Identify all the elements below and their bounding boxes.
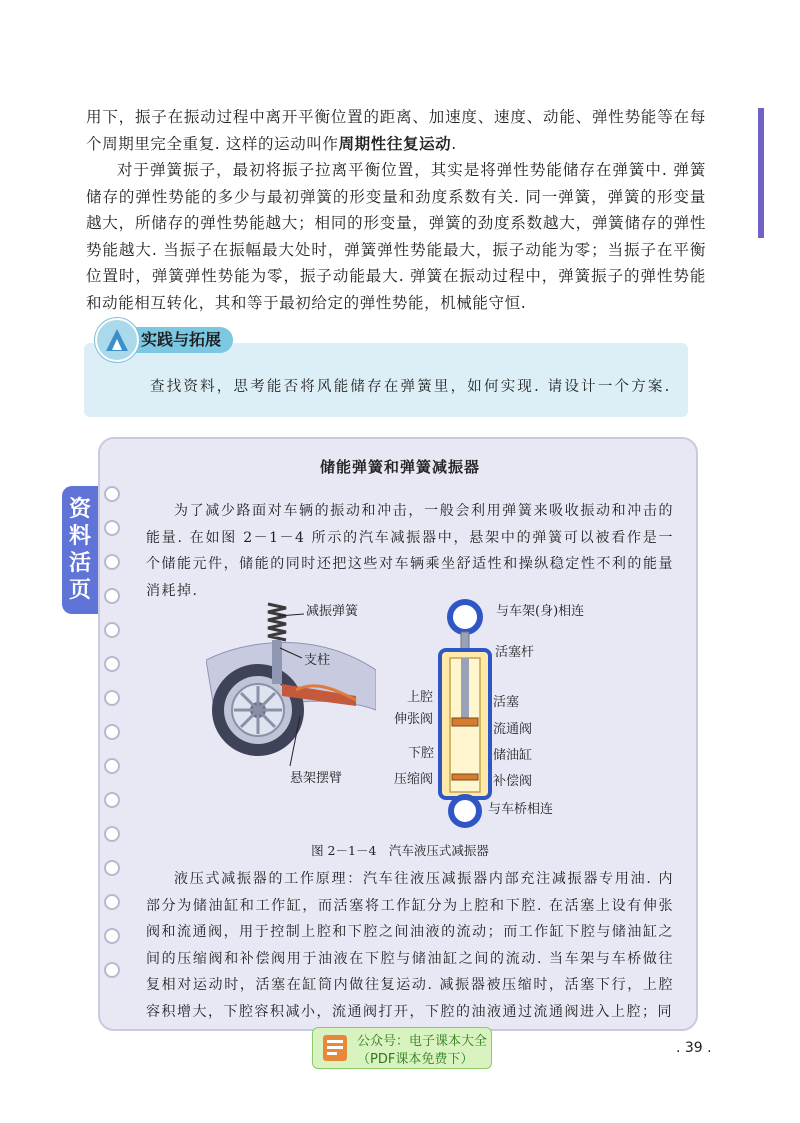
book-icon bbox=[321, 1033, 349, 1063]
binder-ring bbox=[104, 826, 120, 842]
page-number: . 39 . bbox=[676, 1040, 712, 1056]
binder-ring bbox=[104, 928, 120, 944]
material-title: 储能弹簧和弹簧减振器 bbox=[319, 458, 480, 476]
practice-logo-icon bbox=[95, 318, 139, 362]
binder-ring bbox=[104, 656, 120, 672]
edge-accent-bar bbox=[758, 108, 764, 238]
material-paragraph-1: 为了减少路面对车辆的振动和冲击，一般会利用弹簧来吸收振动和冲击的能量. 在如图 2－1－4 所示的汽车减振器中，悬架中的弹簧可以被看作是一个储能元件，储能的同时还把这些对车辆乘坐舒适性和操纵稳定性不利的能量消耗掉. bbox=[146, 503, 674, 599]
label-piston: 活塞 bbox=[493, 695, 520, 710]
figure-caption: 图 2－1－4 汽车液压式减振器 bbox=[311, 843, 489, 858]
binder-ring bbox=[104, 554, 120, 570]
binder-ring bbox=[104, 962, 120, 978]
binder-ring bbox=[104, 690, 120, 706]
side-tab-label: 资料活页 bbox=[68, 497, 91, 603]
watermark-line-2: （PDF课本免费下） bbox=[357, 1052, 474, 1067]
binder-ring bbox=[104, 520, 120, 536]
label-compress-valve: 压缩阀 bbox=[394, 772, 434, 787]
material-paragraph-2: 液压式减振器的工作原理：汽车往液压减振器内部充注减振器专用油. 内部分为储油缸和工作缸，而活塞将工作缸分为上腔和下腔. 在活塞上设有伸张阀和流通阀，用于控制上腔和下腔之间油液的流动；而工作缸下腔与储油缸之间的压缩阀和补偿阀用于油液在下腔与储油缸之间的流动. 当车架与车桥做往复相对运动时，活塞在缸筒内做往复运动. 减振器被压缩时，活塞下行，上腔容积增大，下腔容积减小，流通阀打开，下腔的油液通过流通阀进入上腔；同 bbox=[146, 871, 674, 1020]
watermark-line-1: 公众号：电子课本大全 bbox=[357, 1034, 488, 1049]
bold-term: 周期性往复运动 bbox=[338, 134, 452, 153]
label-strut: 支柱 bbox=[304, 653, 331, 668]
watermark-badge bbox=[312, 1027, 492, 1069]
binder-ring bbox=[104, 486, 120, 502]
binder-ring bbox=[104, 588, 120, 604]
label-spring: 减振弹簧 bbox=[306, 604, 359, 619]
binder-ring bbox=[104, 860, 120, 876]
label-reservoir: 储油缸 bbox=[493, 748, 533, 763]
binder-ring bbox=[104, 622, 120, 638]
material-side-tab bbox=[62, 486, 98, 614]
label-rebound-valve: 伸张阀 bbox=[394, 712, 434, 727]
binder-ring bbox=[104, 758, 120, 774]
practice-title: 实践与拓展 bbox=[121, 327, 233, 353]
practice-header bbox=[95, 318, 245, 360]
label-flow-valve: 流通阀 bbox=[493, 722, 533, 737]
label-to-frame: 与车架(身)相连 bbox=[496, 604, 585, 619]
label-to-axle: 与车桥相连 bbox=[488, 802, 554, 817]
label-upper: 上腔 bbox=[407, 690, 434, 705]
label-lower: 下腔 bbox=[408, 746, 435, 761]
body-paragraph-2: 对于弹簧振子，最初将振子拉离平衡位置，其实是将弹性势能储存在弹簧中. 弹簧储存的弹性势能的多少与最初弹簧的形变量和劲度系数有关. 同一弹簧，弹簧的形变量越大，所储存的弹性势能越大；相同的形变量，弹簧的劲度系数越大，弹簧储存的弹性势能越大. 当振子在振幅最大处时，弹簧弹性势能最大，振子动能为零；当振子在平衡位置时，弹簧弹性势能为零，振子动能最大. 弹簧在振动过程中，弹簧振子的弹性势能和动能相互转化，其和等于最初给定的弹性势能，机械能守恒. bbox=[86, 161, 706, 312]
label-arm: 悬架摆臂 bbox=[290, 771, 343, 786]
binder-ring bbox=[104, 792, 120, 808]
practice-text: 查找资料，思考能否将风能储存在弹簧里，如何实现. 请设计一个方案. bbox=[150, 379, 672, 395]
binder-ring bbox=[104, 894, 120, 910]
leader-lines-car bbox=[270, 608, 390, 778]
body-paragraph-1: 用下，振子在振动过程中离开平衡位置的距离、加速度、速度、动能、弹性势能等在每个周期里完全重复. 这样的运动叫作周期性往复运动. bbox=[86, 108, 706, 153]
shock-absorber-diagram bbox=[430, 598, 500, 830]
label-rod: 活塞杆 bbox=[495, 645, 535, 660]
label-comp-valve: 补偿阀 bbox=[493, 774, 533, 789]
binder-ring bbox=[104, 724, 120, 740]
